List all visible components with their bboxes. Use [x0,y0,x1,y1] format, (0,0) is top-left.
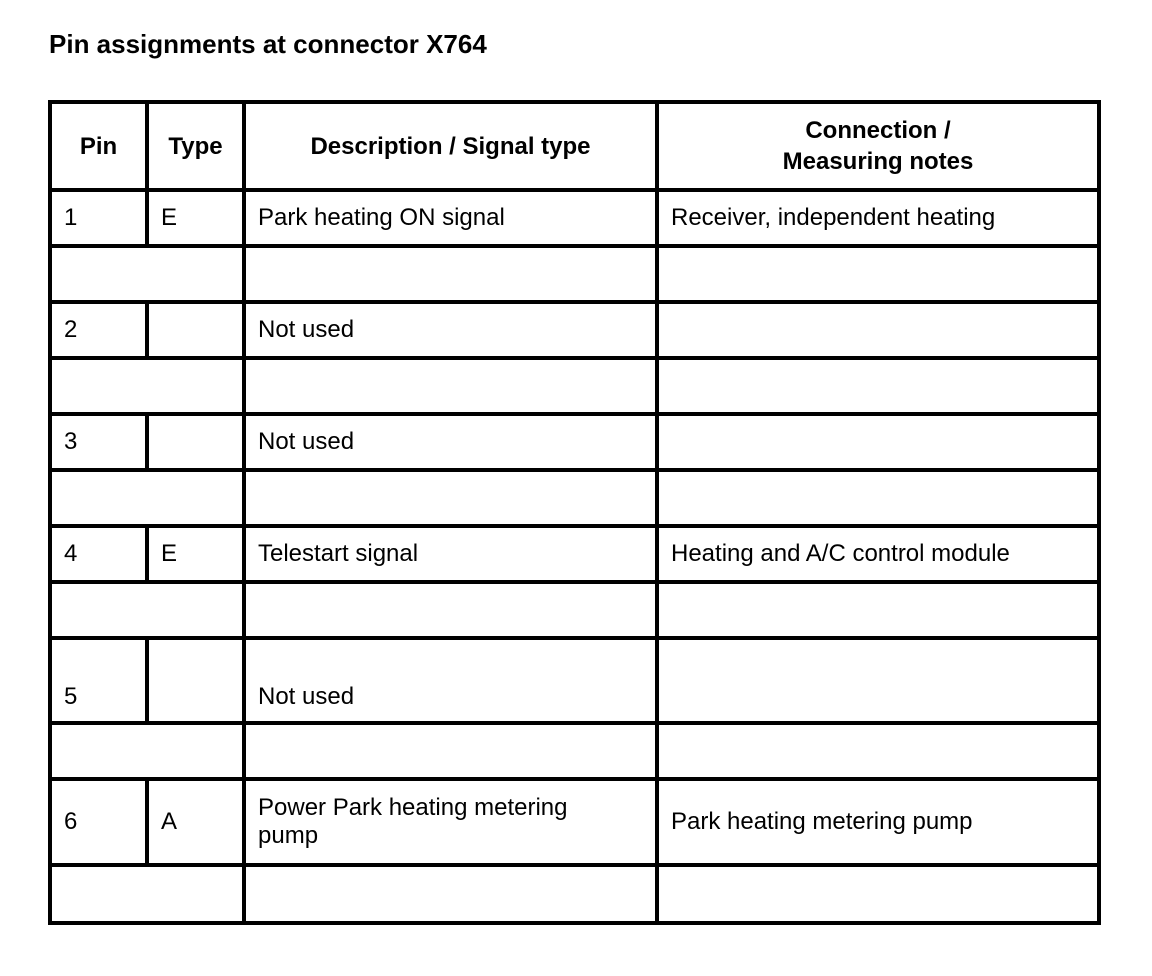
spacer-cell [657,865,1099,923]
spacer-cell [657,582,1099,638]
pin-cell: 1 [50,190,147,246]
type-cell [147,302,244,358]
description-cell: Not used [244,638,657,723]
connection-cell [657,302,1099,358]
spacer-cell [50,358,244,414]
spacer-cell [244,582,657,638]
spacer-cell [657,246,1099,302]
spacer-cell [50,723,244,779]
connection-cell: Park heating metering pump [657,779,1099,865]
table-row [50,638,1099,723]
table-row [50,779,1099,865]
spacer-cell [50,582,244,638]
spacer-cell [50,246,244,302]
header-pin: Pin [50,102,147,190]
spacer-cell [244,246,657,302]
table-row [50,414,1099,470]
spacer-row [50,582,1099,638]
type-cell: A [147,779,244,865]
spacer-cell [657,358,1099,414]
spacer-row [50,723,1099,779]
spacer-row [50,470,1099,526]
description-cell: Telestart signal [244,526,657,582]
type-cell: E [147,190,244,246]
table-header-row [50,102,1099,190]
table-row [50,302,1099,358]
table-row [50,190,1099,246]
pin-cell: 3 [50,414,147,470]
pin-cell: 4 [50,526,147,582]
connection-cell: Heating and A/C control module [657,526,1099,582]
header-type: Type [147,102,244,190]
connection-cell [657,638,1099,723]
description-cell: Not used [244,302,657,358]
spacer-row [50,246,1099,302]
spacer-cell [657,723,1099,779]
spacer-cell [244,470,657,526]
spacer-cell [244,358,657,414]
page-title: Pin assignments at connector X764 [49,29,487,59]
pin-assignment-table [48,100,1101,925]
type-cell: E [147,526,244,582]
header-connection [657,102,1099,190]
pin-cell: 6 [50,779,147,865]
pin-cell: 5 [50,638,147,723]
spacer-cell [244,865,657,923]
table-row [50,526,1099,582]
spacer-cell [50,865,244,923]
spacer-row [50,865,1099,923]
type-cell [147,638,244,723]
connection-cell: Receiver, independent heating [657,190,1099,246]
spacer-row [50,358,1099,414]
description-cell: Power Park heating metering pump [244,779,657,865]
description-cell: Park heating ON signal [244,190,657,246]
spacer-cell [657,470,1099,526]
spacer-cell [50,470,244,526]
header-description: Description / Signal type [244,102,657,190]
header-connection-label: Connection / Measuring notes [782,117,974,175]
spacer-cell [244,723,657,779]
description-cell: Not used [244,414,657,470]
type-cell [147,414,244,470]
connection-cell [657,414,1099,470]
pin-cell: 2 [50,302,147,358]
